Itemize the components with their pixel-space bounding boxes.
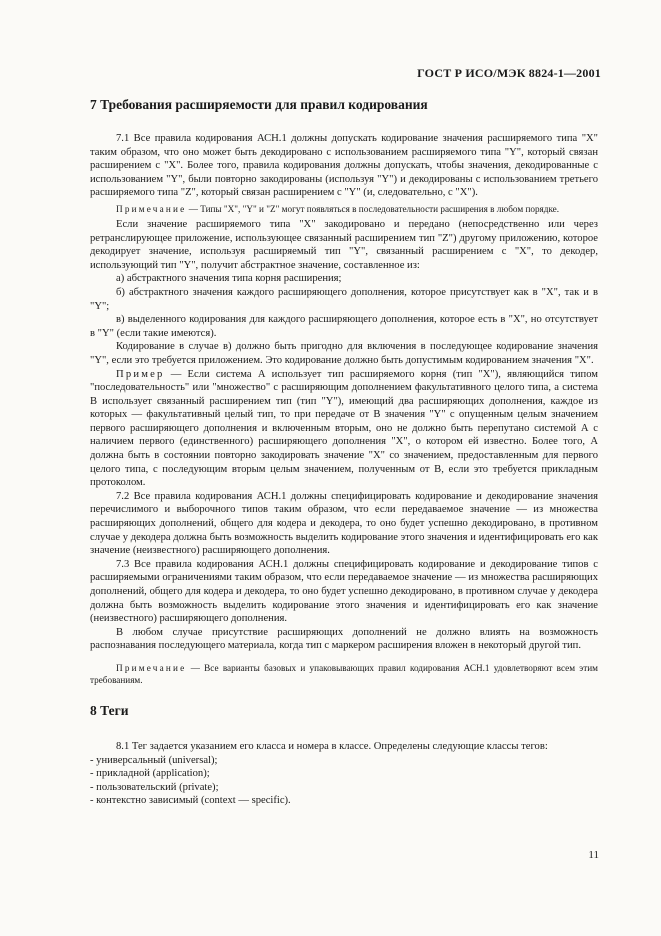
paragraph-7-3: 7.3 Все правила кодирования АСН.1 должны специфицировать кодирование и декодирование типов с расширяемыми ограничениями таким образом, что если передаваемое значение — из множества расширяющих дополнений, общего для кодера и декодера, то оно будет успешно декодировано, в противном случае у декодера должна быть возможность выделить кодирование этого значения и идентифицировать его как значение (неизвестного) расширяющего дополнения. (90, 558, 598, 625)
list-item: - контекстно зависимый (context — specific). (90, 795, 291, 807)
list-item: - прикладной (application); (90, 768, 210, 780)
note-1-text: — Типы "X", "Y" и "Z" могут появляться в последовательности расширения в любом порядке. (186, 203, 560, 214)
list-item: - пользовательский (private); (90, 781, 219, 793)
note-2 (90, 662, 598, 686)
list-item-c: в) выделенного кодирования для каждого расширяющего дополнения, которое есть в "X", но отсутствует в "Y" (если такие имеются). (90, 314, 598, 339)
example-text: — Если система А использует тип расширяемого корня (тип "X"), являющийся типом "последовательность" или "множество" с расширяющим дополнением факультативного целого типа, а система В использует связанный расширением тип (тип "Y"), имеющий два расширяющих дополнения, каждое из которых — факультативный целый тип, то при передаче от В значения "Y" с опущенным целым значением первого расширяющего дополнения и включенным вторым, оно не должно быть перепутано системой А с наличием первого (единственного) расширяющего дополнения "X", о котором ей известно. Более того, А должна быть в состоянии повторно закодировать значение "X" со значением, предоставленным для первого целого типа, с последующим вторым целым значением, полученным от В, если это требуется прикладным протоколом. (90, 368, 598, 489)
paragraph-8-1: 8.1 Тег задается указанием его класса и номера в классе. Определены следующие классы тегов: (116, 740, 548, 752)
note-1 (90, 203, 598, 215)
note-2-label: Примечание (116, 662, 187, 673)
note-1-label: Примечание (116, 203, 187, 214)
paragraph-7-1: 7.1 Все правила кодирования АСН.1 должны допускать кодирование значения расширяемого типа "X" таким образом, что оно может быть декодировано с использованием расширяемого типа "Y", который связан расширением с "X". Более того, правила кодирования должны допускать, чтобы значения, декодированные с использованием "Y", были повторно закодированы (используя "Y") и декодированы с использованием третьего расширяемого типа "Z", который связан расширением с "Y" (и, следовательно, с "X"). (90, 133, 598, 199)
note-2-text: — Все варианты базовых и упаковывающих правил кодирования АСН.1 удовлетворяют всем этим требованиям. (90, 662, 598, 685)
paragraph-7-2: 7.2 Все правила кодирования АСН.1 должны специфицировать кодирование и декодирование значения перечислимого и выборочного типов таким образом, что если передаваемое значение — из множества расширяющих дополнений, общего для кодера и декодера, то оно будет успешно декодировано, в противном случае у декодера должна быть возможность выделить кодирование этого значения и идентифицировать его как значение (неизвестного) расширяющего дополнения. (90, 490, 598, 557)
section-8-heading: 8 Теги (90, 702, 129, 718)
page-number: 11 (588, 849, 599, 861)
section-7-heading: 7 Требования расширяемости для правил кодирования (90, 97, 428, 112)
list-item-b: б) абстрактного значения каждого расширяющего дополнения, которое присутствует как в "X", так и в "Y"; (90, 286, 598, 312)
example-label: Пример (116, 368, 165, 380)
list-item: - универсальный (universal); (90, 754, 218, 766)
paragraph-7-1-cont: Если значение расширяемого типа "X" закодировано и передано (непосредственно или через ретранслирующее приложение, использующее связанный расширением тип "Z") другому приложению, которое декодирует значение, используя расширяемый тип "Y", связанный расширением с "X", то декодер, использующий тип "Y", получит абстрактное значение, составленное из: (90, 218, 598, 271)
paragraph-encoding: Кодирование в случае в) должно быть пригодно для включения в последующее кодирование значения "Y", если это требуется приложением. Это кодирование должно быть допустимым кодированием значения "X". (90, 341, 598, 366)
page-header: ГОСТ Р ИСО/МЭК 8824-1—2001 (417, 66, 601, 80)
page-content (90, 96, 598, 808)
list-item-a: а) абстрактного значения типа корня расширения; (116, 273, 342, 285)
paragraph-any-case: В любом случае присутствие расширяющих дополнений не должно влиять на возможность распознавания последующего материала, когда тип с маркером расширения вложен в некоторый другой тип. (90, 626, 598, 652)
example (90, 368, 598, 490)
